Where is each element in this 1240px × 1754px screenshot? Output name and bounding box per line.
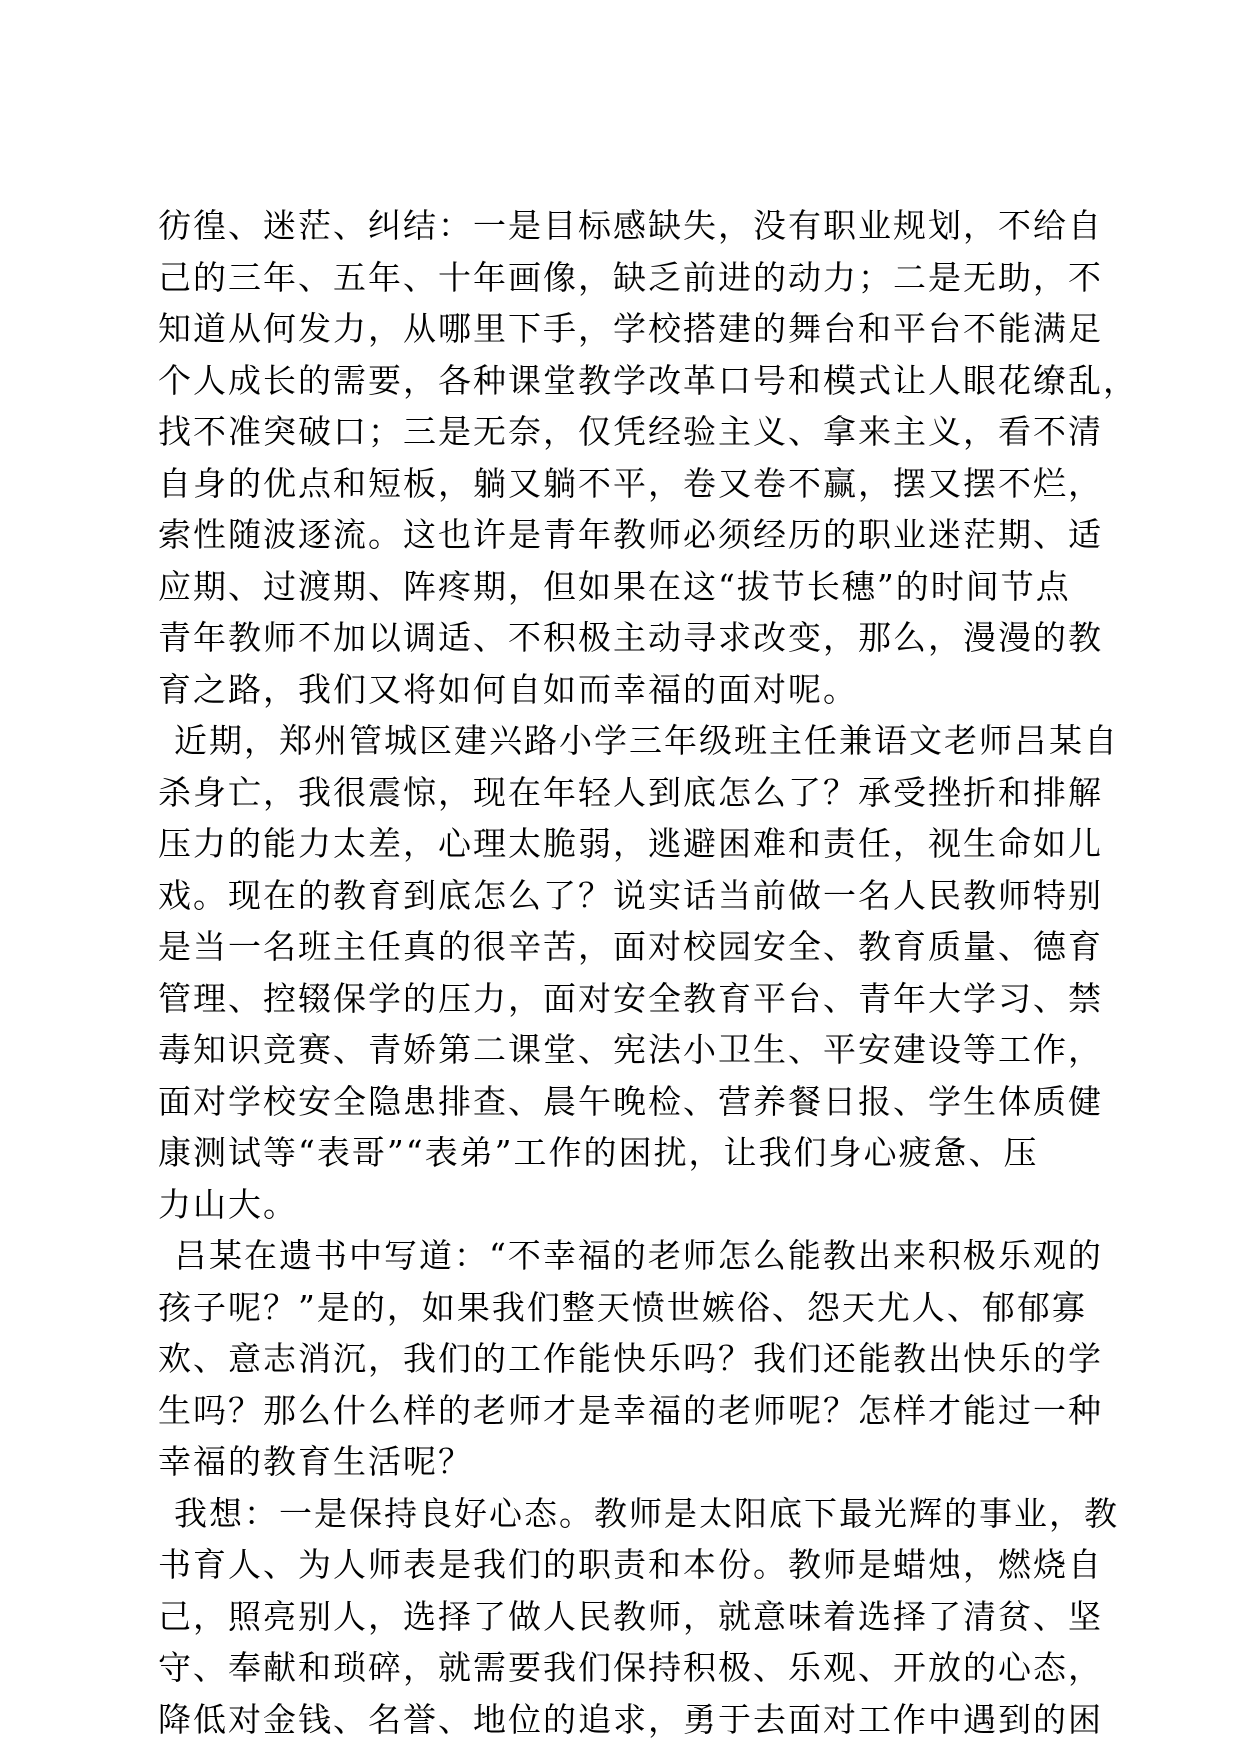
text-line: 毒知识竞赛、青娇第二课堂、宪法小卫生、平安建设等工作， bbox=[158, 1030, 1103, 1069]
text-line: 孩子呢？”是的，如果我们整天愤世嫉俗、怨天尤人、郁郁寡 bbox=[158, 1287, 1087, 1327]
text-line: 近期，郑州管城区建兴路小学三年级班主任兼语文老师吕某自 bbox=[174, 721, 1119, 760]
text-line: 索性随波逐流。这也许是青年教师必须经历的职业迷茫期、适 bbox=[158, 515, 1103, 554]
text-line: 己的三年、五年、十年画像，缺乏前进的动力；二是无助，不 bbox=[158, 257, 1103, 297]
text-line: 知道从何发力，从哪里下手，学校搭建的舞台和平台不能满足 bbox=[158, 309, 1103, 348]
text-line: 压力的能力太差，心理太脆弱，逃避困难和责任，视生命如儿 bbox=[158, 824, 1103, 863]
text-line: 自身的优点和短板，躺又躺不平，卷又卷不赢，摆又摆不烂， bbox=[158, 463, 1103, 503]
text-line: 欢、意志消沉，我们的工作能快乐吗？我们还能教出快乐的学 bbox=[158, 1339, 1103, 1378]
text-line: 彷徨、迷茫、纠结：一是目标感缺失，没有职业规划，不给自 bbox=[158, 206, 1103, 245]
text-line: 降低对金钱、名誉、地位的追求，勇于去面对工作中遇到的困 bbox=[158, 1699, 1103, 1739]
text-line: 育之路，我们又将如何自如而幸福的面对呢。 bbox=[158, 669, 858, 709]
text-line: 守、奉献和琐碎，就需要我们保持积极、乐观、开放的心态， bbox=[158, 1648, 1103, 1687]
text-line: 杀身亡，我很震惊，现在年轻人到底怎么了？承受挫折和排解 bbox=[158, 772, 1103, 812]
text-line: 面对学校安全隐患排查、晨午晚检、营养餐日报、学生体质健 bbox=[158, 1081, 1103, 1121]
text-line: 是当一名班主任真的很辛苦，面对校园安全、教育质量、德育 bbox=[158, 927, 1103, 966]
text-line: 找不准突破口；三是无奈，仅凭经验主义、拿来主义，看不清 bbox=[158, 412, 1103, 451]
text-line: 我想：一是保持良好心态。教师是太阳底下最光辉的事业，教 bbox=[174, 1493, 1119, 1533]
text-line: 吕某在遗书中写道：“不幸福的老师怎么能教出来积极乐观的 bbox=[174, 1236, 1103, 1275]
text-line: 己，照亮别人，选择了做人民教师，就意味着选择了清贫、坚 bbox=[158, 1596, 1103, 1636]
text-line: 管理、控辍保学的压力，面对安全教育平台、青年大学习、禁 bbox=[158, 978, 1103, 1018]
text-line: 康测试等“表哥”“表弟”工作的困扰，让我们身心疲惫、压 bbox=[158, 1133, 1039, 1172]
text-line: 力山大。 bbox=[158, 1184, 298, 1224]
text-line: 应期、过渡期、阵疼期，但如果在这“拔节长穗”的时间节点 bbox=[158, 566, 1071, 606]
text-line: 戏。现在的教育到底怎么了？说实话当前做一名人民教师特别 bbox=[158, 875, 1103, 915]
text-line: 幸福的教育生活呢？ bbox=[158, 1442, 473, 1481]
text-line: 书育人、为人师表是我们的职责和本份。教师是蜡烛，燃烧自 bbox=[158, 1545, 1103, 1584]
body-text bbox=[158, 200, 1138, 1745]
text-line: 生吗？那么什么样的老师才是幸福的老师呢？怎样才能过一种 bbox=[158, 1390, 1103, 1430]
text-line: 个人成长的需要，各种课堂教学改革口号和模式让人眼花缭乱， bbox=[158, 360, 1138, 400]
text-line: 青年教师不加以调适、不积极主动寻求改变，那么，漫漫的教 bbox=[158, 618, 1103, 657]
